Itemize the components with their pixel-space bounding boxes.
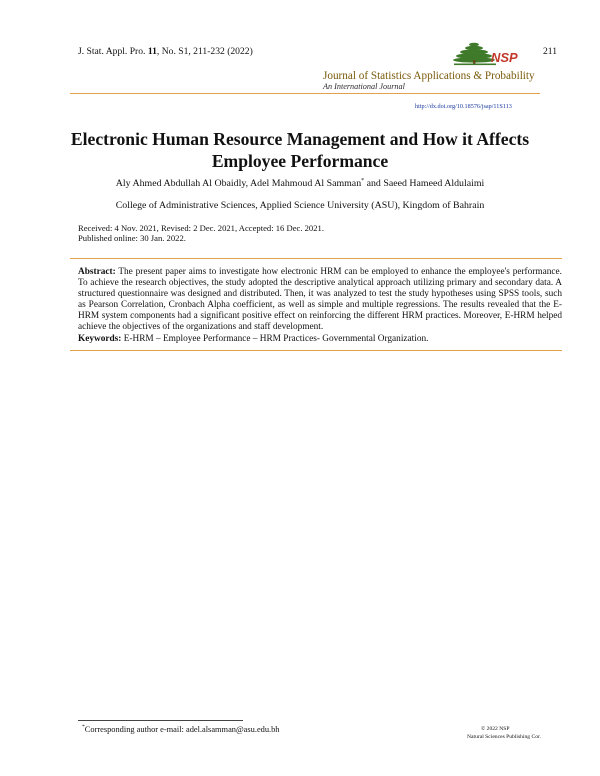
footnote-divider — [78, 720, 243, 721]
corresponding-author-footnote — [82, 724, 280, 734]
running-head — [78, 46, 253, 57]
copyright-notice: © 2022 NSP — [481, 726, 510, 732]
keywords — [78, 334, 562, 345]
svg-text:NSP: NSP — [491, 50, 518, 65]
volume-number: 11 — [147, 46, 157, 57]
publisher-name: Natural Sciences Publishing Cor. — [467, 734, 541, 740]
affiliation: College of Administrative Sciences, Applied Science University (ASU), Kingdom of Bahrain — [115, 200, 485, 211]
paper-title — [50, 128, 550, 172]
paper-title-line-1: Electronic Human Resource Management and How it Affects — [70, 129, 530, 149]
abstract-label: Abstract: — [78, 267, 116, 277]
page-number: 211 — [543, 46, 558, 57]
abstract — [78, 267, 562, 334]
footnote-text: Corresponding author e-mail: adel.alsamman@asu.edu.bh — [84, 725, 280, 734]
paper-title-line-2: Employee Performance — [211, 151, 389, 171]
nsp-cedar-tree-logo-icon — [452, 40, 522, 66]
footnote-mark: * — [82, 724, 85, 730]
journal-subtitle: An International Journal — [323, 82, 405, 91]
abstract-bottom-divider — [70, 350, 562, 351]
citation-suffix: , No. S1, 211-232 (2022) — [156, 46, 253, 57]
dates-received-revised-accepted: Received: 4 Nov. 2021, Revised: 2 Dec. 2021, Accepted: 16 Dec. 2021. — [78, 223, 324, 233]
keywords-text: E-HRM – Employee Performance – HRM Practices- Governmental Organization. — [121, 334, 429, 344]
authors-part-2: and Saeed Hameed Aldulaimi — [364, 178, 485, 189]
doi-link[interactable]: http://dx.doi.org/10.18576/jsap/11S113 — [415, 103, 512, 110]
keywords-label: Keywords: — [78, 334, 122, 344]
journal-title: Journal of Statistics Applications & Probability — [323, 70, 535, 82]
abstract-text: The present paper aims to investigate how electronic HRM can be employed to enhance the employee's performance. To achieve the research objectives, the study adopted the descriptive analytical approach utilizing primary and secondary data. A structured questionnaire was designed and distributed. Then, it was analyzed to test the study hypotheses using SPSS tools, such as Pearson Correlation, Cronbach Alpha coefficient, as well as simple and multiple regressions. The results revealed that the E-HRM system components had a significant positive effect on reinforcing the different HRM practices. Moreover, E-HRM helped achieve the objectives of the organizations and staff development. — [78, 267, 562, 333]
corresponding-author-mark: * — [361, 178, 365, 184]
abstract-top-divider — [70, 258, 562, 259]
dates-published-online: Published online: 30 Jan. 2022. — [78, 233, 186, 243]
header-divider — [70, 93, 540, 94]
citation-prefix: J. Stat. Appl. Pro. — [78, 46, 148, 57]
publication-dates — [78, 223, 324, 243]
authors-part-1: Aly Ahmed Abdullah Al Obaidly, Adel Mahmoud Al Samman — [115, 178, 362, 189]
author-list — [50, 178, 550, 189]
